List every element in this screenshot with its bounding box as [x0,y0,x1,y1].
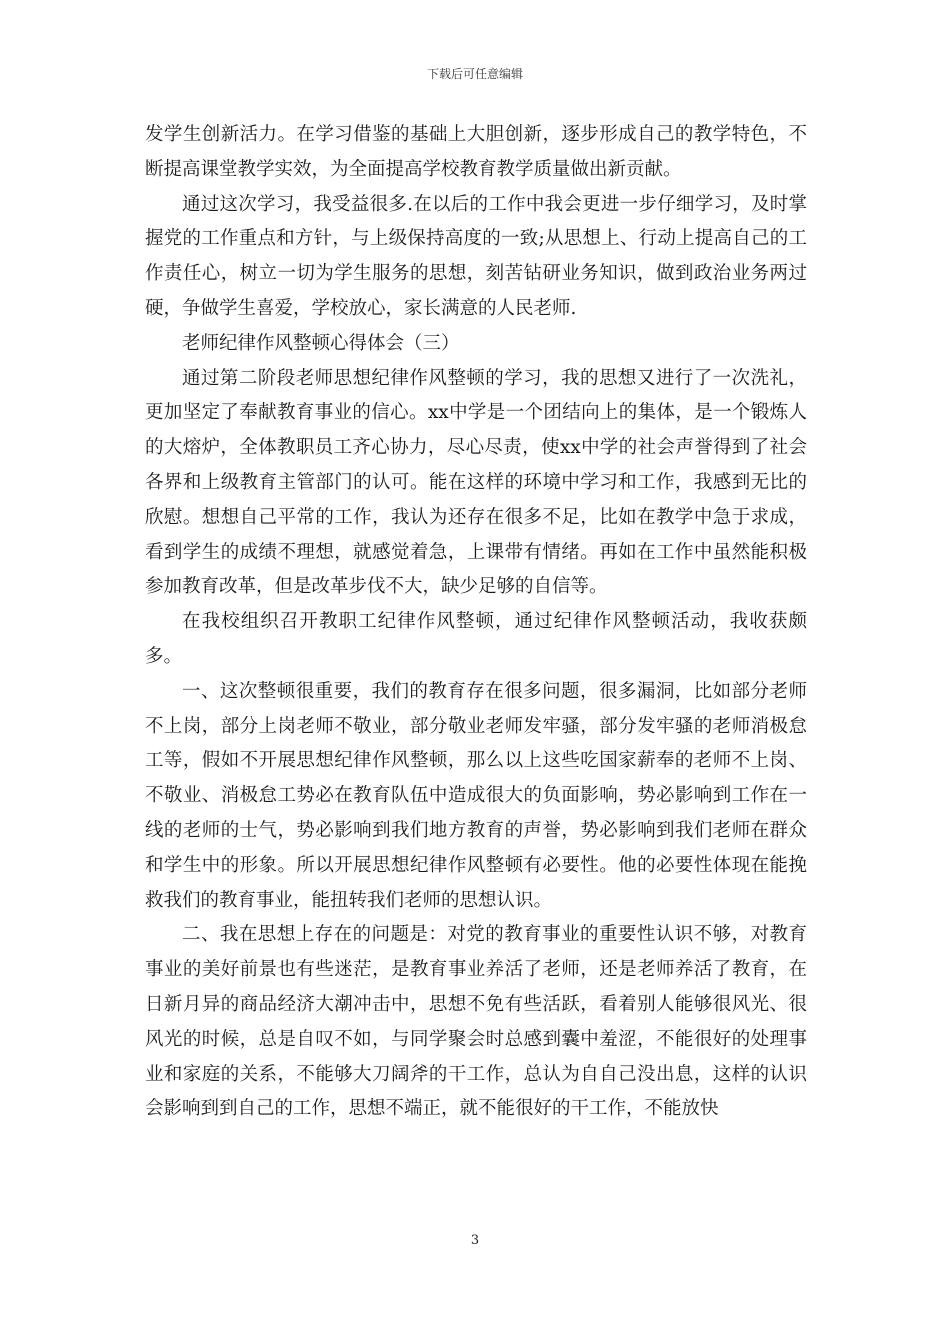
paragraph: 通过第二阶段老师思想纪律作风整顿的学习，我的思想又进行了一次洗礼，更加坚定了奉献教育事业的信心。xx中学是一个团结向上的集体，是一个锻炼人的大熔炉，全体教职员工齐心协力，尽心尽责，使xx中学的社会声誉得到了社会各界和上级教育主管部门的认可。能在这样的环境中学习和工作，我感到无比的欣慰。想想自己平常的工作，我认为还存在很多不足，比如在教学中急于求成，看到学生的成绩不理想，就感觉着急，上课带有情绪。再如在工作中虽然能积极参加教育改革，但是改革步伐不大，缺少足够的自信等。 [145,367,807,598]
paragraph: 通过这次学习，我受益很多.在以后的工作中我会更进一步仔细学习，及时掌握党的工作重点和方针，与上级保持高度的一致;从思想上、行动上提高自己的工作责任心，树立一切为学生服务的思想，刻苦钻研业务知识，做到政治业务两过硬，争做学生喜爱，学校放心，家长满意的人民老师. [145,193,807,319]
paragraph: 在我校组织召开教职工纪律作风整顿，通过纪律作风整顿活动，我收获颇多。 [145,611,807,667]
paragraph: 二、我在思想上存在的问题是：对党的教育事业的重要性认识不够，对教育事业的美好前景也有些迷茫，是教育事业养活了老师，还是老师养活了教育，在日新月异的商品经济大潮冲击中，思想不免有些活跃，看着别人能够很风光、很风光的时候，总是自叹不如，与同学聚会时总感到囊中羞涩，不能很好的处理事业和家庭的关系，不能够大刀阔斧的干工作，总认为自自己没出息，这样的认识会影响到到自己的工作，思想不端正，就不能很好的干工作，不能放快 [145,924,807,1120]
page-number: 3 [470,1233,480,1248]
document-body [145,118,807,1127]
paragraph: 发学生创新活力。在学习借鉴的基础上大胆创新，逐步形成自己的教学特色，不断提高课堂教学实效，为全面提高学校教育教学质量做出新贡献。 [145,124,807,180]
section-heading: 老师纪律作风整顿心得体会（三） [182,332,460,354]
page-header: 下载后可任意编辑 [426,67,523,81]
paragraph: 一、这次整顿很重要，我们的教育存在很多问题，很多漏洞，比如部分老师不上岗，部分上岗老师不敬业，部分敬业老师发牢骚，部分发牢骚的老师消极怠工等，假如不开展思想纪律作风整顿，那么以上这些吃国家薪奉的老师不上岗、不敬业、消极怠工势必在教育队伍中造成很大的负面影响，势必影响到工作在一线的老师的士气，势必影响到我们地方教育的声誉，势必影响到我们老师在群众和学生中的形象。所以开展思想纪律作风整顿有必要性。他的必要性体现在能挽救我们的教育事业，能扭转我们老师的思想认识。 [145,680,807,911]
